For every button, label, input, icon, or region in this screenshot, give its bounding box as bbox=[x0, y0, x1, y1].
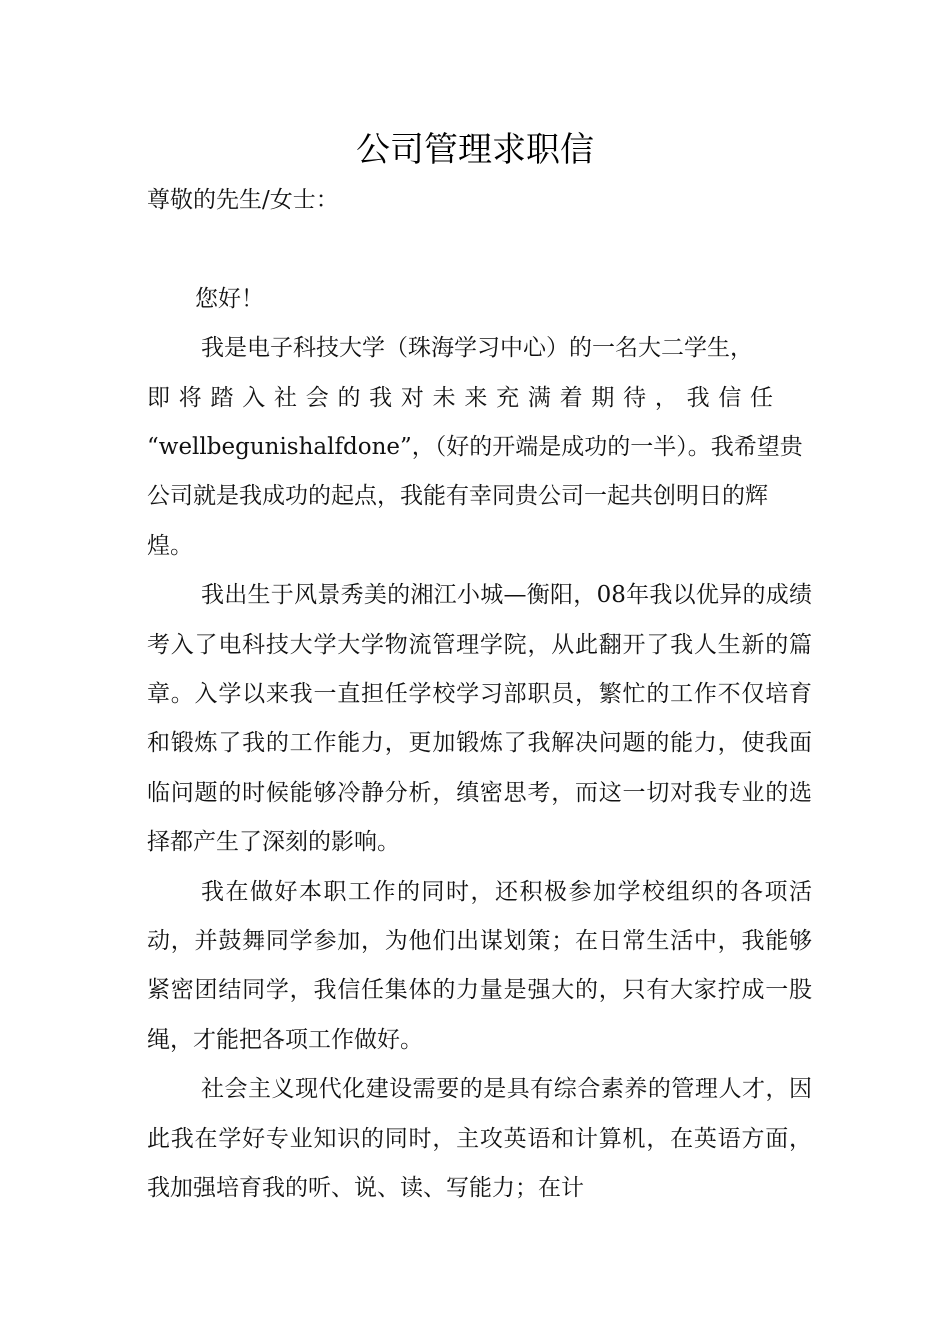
paragraph-background: 我出生于风景秀美的湘江小城—衡阳，08年我以优异的成绩考入了电科技大学大学物流管理学院，从此翻开了我人生新的篇章。入学以来我一直担任学校学习部职员，繁忙的工作不仅培育和锻炼了我的工作能力，更加锻炼了我解决问题的能力，使我面临问题的时候能够冷静分析，缜密思考，而这一切对我专业的选择都产生了深刻的影响。 bbox=[147, 582, 812, 856]
paragraph-intro-line2: 即将踏入社会的我对未来充满着期待，我信任 bbox=[147, 384, 782, 411]
letter-body bbox=[147, 176, 812, 1214]
document-title: 公司管理求职信 bbox=[356, 130, 594, 170]
paragraph-skills: 社会主义现代化建设需要的是具有综合素养的管理人才，因此我在学好专业知识的同时，主攻英语和计算机，在英语方面，我加强培育我的听、说、读、写能力；在计 bbox=[147, 1076, 812, 1202]
paragraph-intro-line1: 我是电子科技大学（珠海学习中心）的一名大二学生， bbox=[201, 335, 753, 362]
paragraph-activities: 我在做好本职工作的同时，还积极参加学校组织的各项活动，并鼓舞同学参加，为他们出谋划策；在日常生活中，我能够紧密团结同学，我信任集体的力量是强大的，只有大家拧成一股绳，才能把各项工作做好。 bbox=[147, 878, 812, 1053]
paragraph-intro-rest: “wellbegunishalfdone”，（好的开端是成功的一半）。我希望贵公司就是我成功的起点，我能有幸同贵公司一起共创明日的辉煌。 bbox=[147, 434, 803, 559]
greeting-line: 您好！ bbox=[195, 285, 264, 312]
salutation: 尊敬的先生/女士： bbox=[147, 187, 339, 213]
